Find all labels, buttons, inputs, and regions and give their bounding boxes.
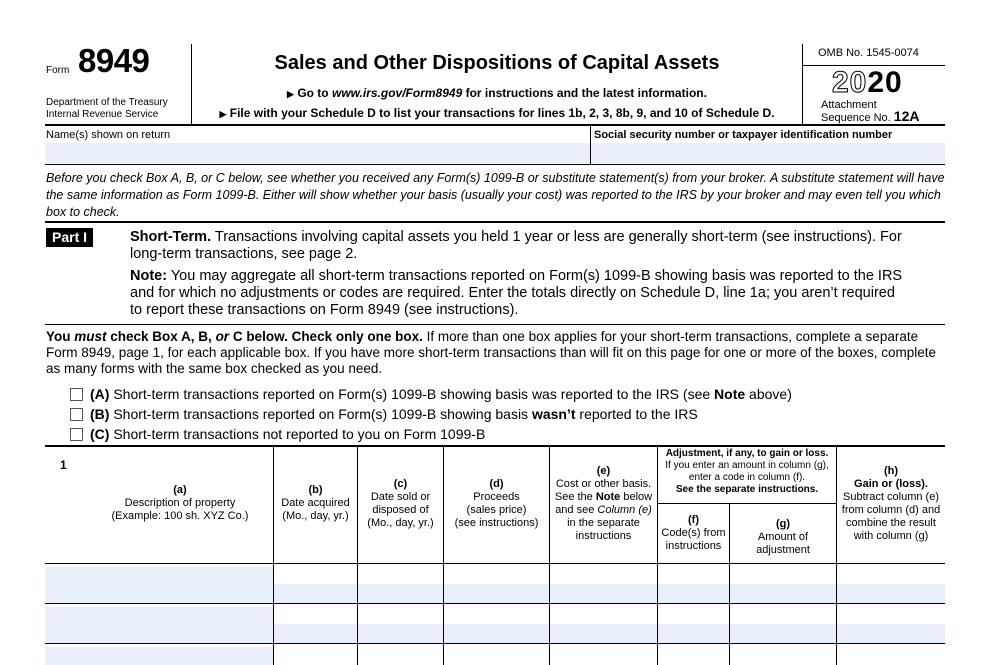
cell-b[interactable] (274, 584, 357, 603)
ssn-field[interactable] (591, 143, 945, 163)
adjustment-header: Adjustment, if any, to gain or loss. If you enter an amount in column (g), enter a code in column (f). See the separate instructions. (665, 448, 829, 495)
col-d-header: (d) Proceeds (sales price) (see instructions) (454, 478, 539, 529)
must-check-bold-3: C below. Check only one box. (229, 329, 423, 344)
form-title: Sales and Other Dispositions of Capital Assets (274, 52, 720, 74)
must-check-rest: If more than one box applies for your short-term transactions, complete a separate Form 8949, page 1, for each applicable box. If you have more short-term transactions than will fit on this page for one or more of the boxes, complete as many forms with the same box checked as you need. (46, 329, 936, 376)
part-1-note (130, 268, 910, 319)
must-check-paragraph (46, 329, 946, 377)
arrow-right-icon: ▶ (219, 109, 227, 119)
col-e-header: (e) Cost or other basis. See the Note below and see Column (e) in the separate instructions (554, 465, 653, 542)
omb-number: OMB No. 1545-0074 (818, 47, 919, 59)
adjustment-subheader-rule (657, 503, 837, 504)
part-1-description (130, 229, 930, 263)
cell-a[interactable] (45, 567, 273, 603)
part-1-badge: Part I (46, 229, 93, 247)
name-field[interactable] (45, 143, 590, 163)
table-header-bottom-rule (45, 563, 945, 564)
col-h-header: (h) Gain or (loss). Subtract column (e) from column (d) and combine the result with column (g) (841, 465, 941, 542)
part-1-note-text: You may aggregate all short-term transactions reported on Form(s) 1099-B showing basis was reported to the IRS and for which no adjustments or codes are required. Enter the totals directly on Schedule D, line 1a; you aren’t required to report these transactions on Form 8949 (see instructions). (130, 268, 903, 318)
cell-h[interactable] (837, 584, 945, 603)
tax-year-outline: 20 (832, 66, 868, 99)
part-1-text: Transactions involving capital assets you held 1 year or less are generally short-term (see instructions). For long-term transactions, see page 2. (130, 229, 902, 262)
cell-b[interactable] (274, 624, 357, 643)
row-rule (45, 603, 945, 604)
col-a-header: (a) Description of property (Example: 100 sh. XYZ Co.) (111, 484, 249, 522)
instruction-1-post: for instructions and the latest information. (462, 86, 707, 100)
cell-e[interactable] (550, 624, 657, 643)
checkbox-a-label: (A) Short-term transactions reported on Form(s) 1099-B showing basis was reported to the IRS (see Note above) (90, 386, 792, 402)
arrow-right-icon: ▶ (287, 89, 294, 99)
cell-f[interactable] (658, 624, 729, 643)
intro-bottom-rule (45, 221, 945, 223)
cell-f[interactable] (658, 584, 729, 603)
instruction-line-2 (192, 106, 802, 120)
cell-d[interactable] (444, 584, 549, 603)
name-label: Name(s) shown on return (46, 129, 171, 141)
cell-a[interactable] (45, 607, 273, 643)
checkbox-b-label: (B) Short-term transactions reported on Form(s) 1099-B showing basis wasn’t reported to the IRS (90, 406, 698, 422)
department-line-2: Internal Revenue Service (46, 109, 159, 120)
header-divider-right (802, 44, 803, 124)
attachment-line-1: Attachment (821, 99, 877, 111)
attachment-line-2: Sequence No. 12A (821, 108, 920, 124)
part-1-note-label: Note: (130, 268, 168, 284)
intro-paragraph: Before you check Box A, B, or C below, see whether you received any Form(s) 1099-B or substitute statement(s) from your broker. A substitute statement will have the same information as Form 1099-B. Either will show whether your basis (usually your cost) was reported to the IRS by your broker and may even tell you which box to check. (46, 171, 945, 219)
sequence-number: 12A (893, 108, 920, 124)
irs-url[interactable]: www.irs.gov/Form8949 (331, 86, 463, 100)
header-bottom-rule (45, 124, 945, 126)
row-rule (45, 643, 945, 644)
line-number: 1 (60, 458, 67, 472)
cell-c[interactable] (358, 624, 443, 643)
cell-c[interactable] (358, 584, 443, 603)
form-label: Form (46, 65, 70, 76)
cell-h[interactable] (837, 624, 945, 643)
must-check-italic: must (74, 329, 107, 344)
checkbox-a[interactable] (70, 388, 83, 401)
must-check-bold-2: check Box A, B, (106, 329, 216, 344)
instruction-1-pre: Go to (297, 86, 332, 100)
cell-a[interactable] (45, 647, 273, 665)
form-number: 8949 (78, 42, 150, 79)
department-line-1: Department of the Treasury (46, 97, 168, 108)
cell-e[interactable] (550, 584, 657, 603)
cell-d[interactable] (444, 624, 549, 643)
part-1-bottom-rule (45, 324, 945, 325)
name-row-bottom-rule (45, 164, 945, 165)
must-check-bold-1: You (46, 329, 75, 344)
checkbox-c-label: (C) Short-term transactions not reported to you on Form 1099-B (90, 426, 486, 442)
tax-year-bold: 20 (867, 66, 903, 99)
cell-g[interactable] (730, 584, 836, 603)
cell-g[interactable] (730, 624, 836, 643)
col-c-header: (c) Date sold or disposed of (Mo., day, yr.) (367, 478, 434, 529)
attachment-label (821, 100, 919, 124)
col-g-header: (g) Amount of adjustment (756, 518, 810, 556)
ssn-label: Social security number or taxpayer identification number (594, 129, 893, 141)
checkbox-c[interactable] (70, 428, 83, 441)
table-top-rule (45, 445, 945, 447)
checkbox-b[interactable] (70, 408, 83, 421)
tax-year (832, 66, 903, 100)
col-f-header: (f) Code(s) from instructions (661, 514, 726, 552)
must-check-italic-or: or (215, 329, 230, 344)
instruction-2-text: File with your Schedule D to list your transactions for lines 1b, 2, 3, 8b, 9, and 10 of Schedule D. (229, 106, 775, 120)
part-1-heading: Short-Term. (130, 229, 212, 245)
col-b-header: (b) Date acquired (Mo., day, yr.) (281, 484, 350, 522)
instruction-line-1 (192, 86, 802, 100)
